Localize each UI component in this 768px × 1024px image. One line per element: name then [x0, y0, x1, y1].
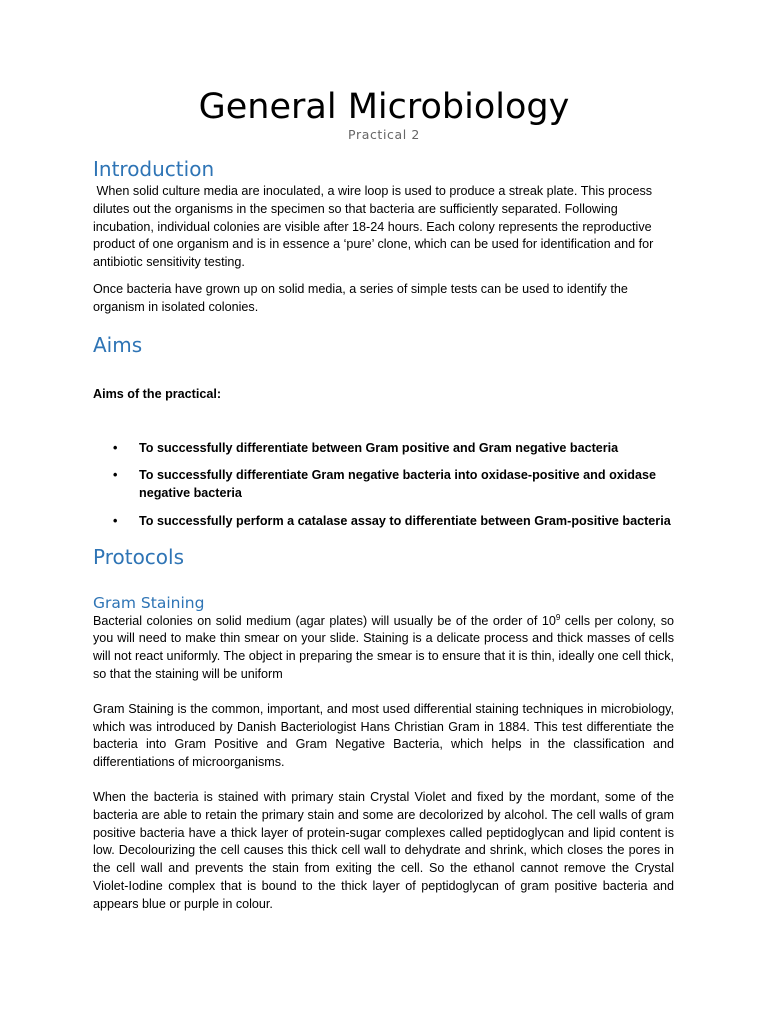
aims-intro: Aims of the practical: [93, 386, 222, 401]
gram-p1-before: Bacterial colonies on solid medium (agar plates) will usually be of the order of 10 [93, 613, 556, 628]
document-subtitle: Practical 2 [348, 127, 420, 142]
document-body [93, 155, 674, 914]
gram-p1-after: cells per colony, so you will need to make thin smear on your slide. Staining is a delicate process and thick masses of cells will not react uniformly. The object in preparing the smear is to ensure that it is thin, ideally one cell thick, so that the staining will be uniform [93, 613, 674, 681]
aims-list-item [93, 513, 674, 531]
aims-heading: Aims [93, 332, 143, 357]
introduction-paragraph-1: When solid culture media are inoculated, a wire loop is used to produce a streak plate. This process dilutes out the organisms in the specimen so that bacteria are sufficiently separated. Following incubation, individual colonies are visible after 18-24 hours. Each colony represents the reproductive product of one organism and is in essence a ‘pure’ clone, which can be used for identification and for antibiotic sensitivity testing. [93, 184, 657, 270]
document-title: General Microbiology [198, 87, 570, 127]
aims-item-text: To successfully perform a catalase assay to differentiate between Gram-positive bacteria [139, 513, 671, 528]
bullet-icon: • [113, 468, 118, 483]
bullet-icon: • [113, 441, 118, 456]
aims-item-text: To successfully differentiate between Gram positive and Gram negative bacteria [139, 441, 619, 456]
gram-staining-paragraph-3: When the bacteria is stained with primary stain Crystal Violet and fixed by the mordant, some of the bacteria are able to retain the primary stain and some are decolorized by alcohol. The cell walls of gram positive bacteria have a thick layer of protein-sugar complexes called peptidoglycan and lipid content is low. Decolourizing the cell causes this thick cell wall to dehydrate and shrink, which closes the pores in the cell wall and prevents the stain from exiting the cell. So the ethanol cannot remove the Crystal Violet-Iodine complex that is bound to the thick layer of peptidoglycan of gram positive bacteria and appears blue or purple in colour. [93, 789, 674, 911]
bullet-icon: • [113, 513, 118, 528]
aims-list-item [93, 467, 674, 503]
aims-item-text: To successfully differentiate Gram negative bacteria into oxidase-positive and oxidase negative bacteria [139, 468, 656, 500]
introduction-heading: Introduction [93, 157, 215, 181]
introduction-paragraph-2: Once bacteria have grown up on solid media, a series of simple tests can be used to identify the organism in isolated colonies. [93, 281, 628, 314]
gram-staining-paragraph-1 [93, 613, 674, 684]
aims-list-item [93, 440, 674, 458]
protocols-heading: Protocols [93, 544, 185, 569]
gram-staining-heading: Gram Staining [93, 593, 205, 612]
exponent: 9 [555, 612, 561, 622]
gram-staining-paragraph-2: Gram Staining is the common, important, and most used differential staining techniques in microbiology, which was introduced by Danish Bacteriologist Hans Christian Gram in 1884. This test differentiate the bacteria into Gram Positive and Gram Negative Bacteria, which helps in the classification and differentiations of microorganisms. [93, 701, 674, 770]
aims-list [93, 440, 674, 530]
